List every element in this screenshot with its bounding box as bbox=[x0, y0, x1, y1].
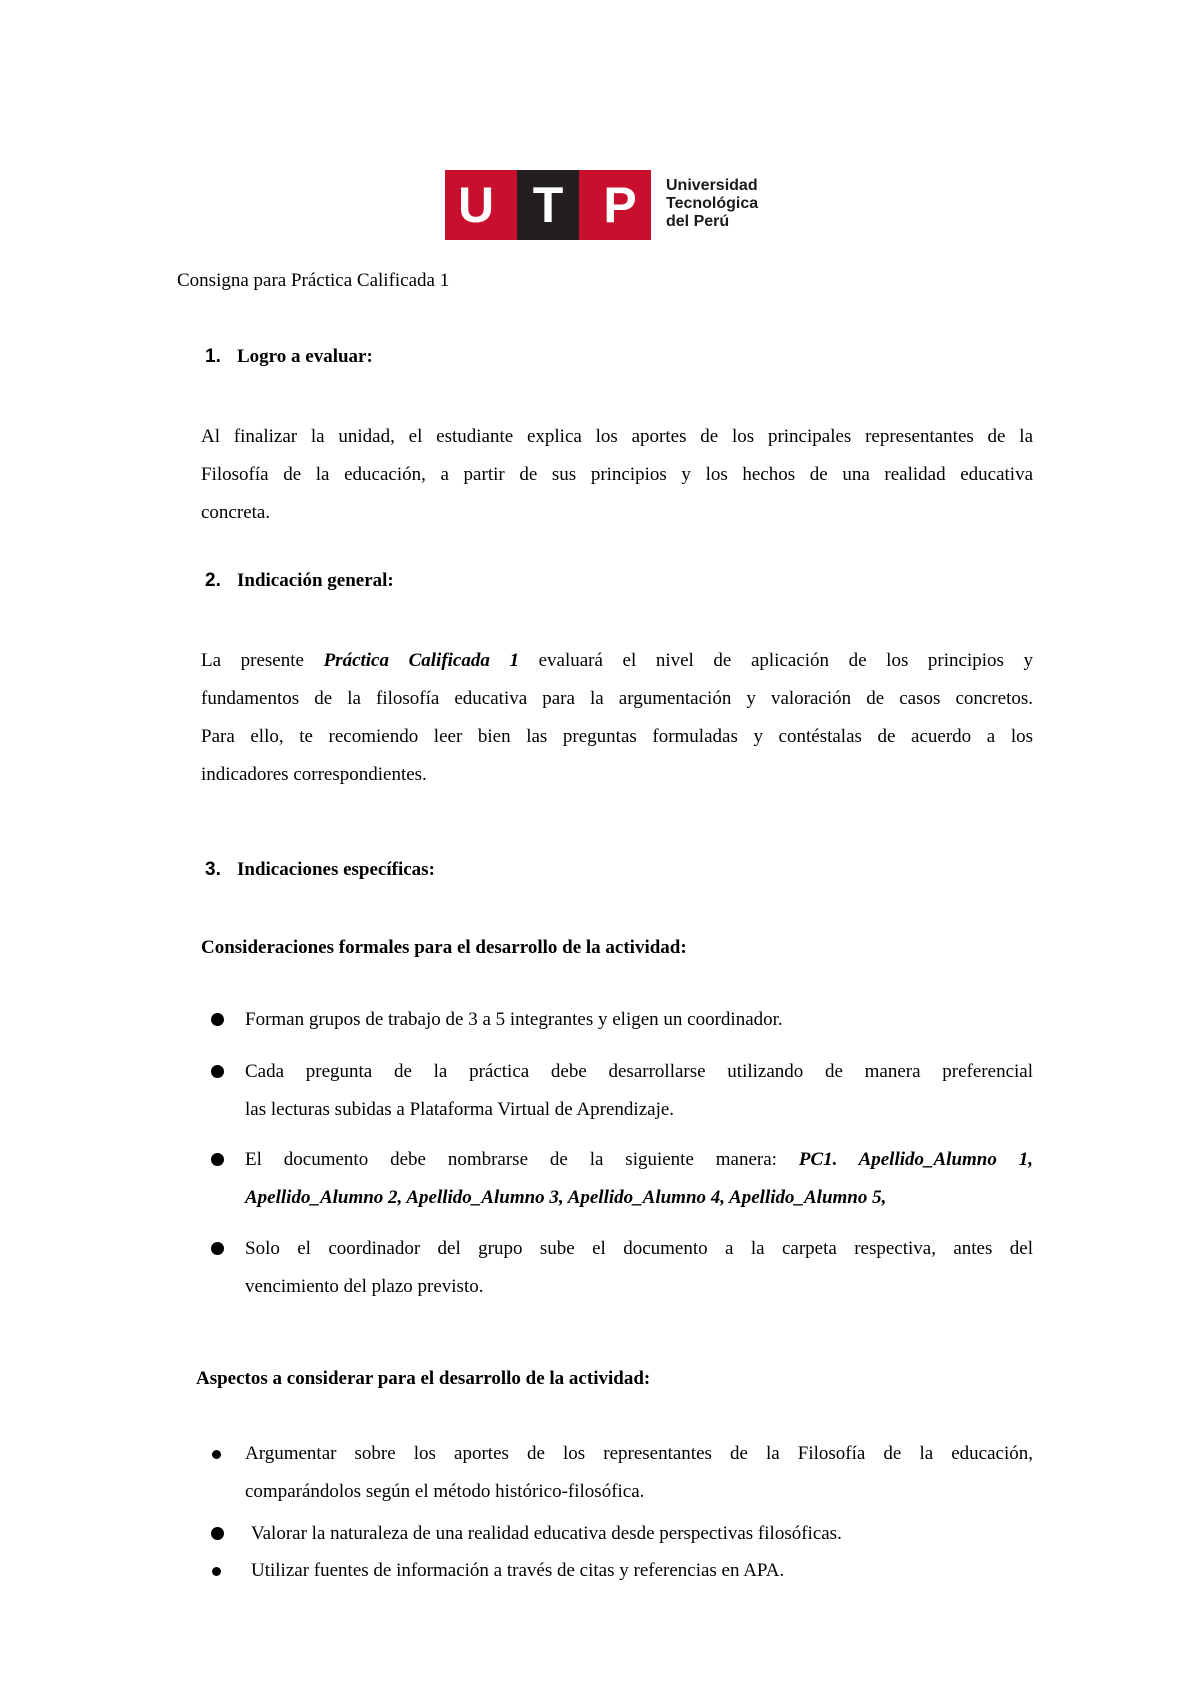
section-3-heading: 3. Indicaciones específicas: bbox=[205, 859, 435, 880]
bullet-icon bbox=[211, 1242, 224, 1255]
file-name-pattern-2: Apellido_Alumno 2, Apellido_Alumno 3, Apellido_Alumno 4, Apellido_Alumno 5, bbox=[245, 1187, 887, 1208]
bullet-icon bbox=[212, 1567, 221, 1576]
logo-letter-t: T bbox=[517, 170, 579, 240]
file-name-pattern-1: PC1. Apellido_Alumno 1, bbox=[798, 1149, 1034, 1170]
logo-letter-u: U bbox=[457, 177, 495, 233]
formal-item-2: Cada pregunta de la práctica debe desarrollarse utilizando de manera preferencial las lecturas subidas a Plataforma Virtual de Aprendizaje. bbox=[245, 1061, 1033, 1120]
aspect-item-3: Utilizar fuentes de información a través de citas y referencias en APA. bbox=[251, 1560, 785, 1581]
formal-item-1: Forman grupos de trabajo de 3 a 5 integrantes y eligen un coordinador. bbox=[245, 1009, 783, 1030]
bullet-icon bbox=[212, 1450, 221, 1459]
aspects-heading: Aspectos a considerar para el desarrollo de la actividad: bbox=[196, 1368, 651, 1389]
section-2-paragraph: La presente Práctica Calificada 1 evaluará el nivel de aplicación de los principios y fundamentos de la filosofía educativa para la argumentación y valoración de casos concretos. Para ello, te recomiendo leer bien las preguntas formuladas y contéstalas de acuerdo a los indicadores correspondientes. bbox=[201, 650, 1034, 785]
bullet-icon bbox=[211, 1013, 224, 1026]
bullet-icon bbox=[211, 1527, 224, 1540]
formal-considerations-heading: Consideraciones formales para el desarrollo de la actividad: bbox=[201, 937, 687, 958]
section-2-heading: 2. Indicación general: bbox=[205, 570, 394, 591]
bullet-icon bbox=[211, 1153, 224, 1166]
aspect-item-2: Valorar la naturaleza de una realidad educativa desde perspectivas filosóficas. bbox=[251, 1523, 842, 1544]
logo-red-block bbox=[445, 170, 651, 240]
document-title: Consigna para Práctica Calificada 1 bbox=[177, 270, 450, 291]
formal-item-4: Solo el coordinador del grupo sube el documento a la carpeta respectiva, antes del vencimiento del plazo previsto. bbox=[245, 1238, 1033, 1297]
logo-university-name: Universidad Tecnológica del Perú bbox=[666, 177, 759, 230]
formal-item-3: El documento debe nombrarse de la siguiente manera: PC1. Apellido_Alumno 1, Apellido_Alumno 2, Apellido_Alumno 3, Apellido_Alumno 4, Apellido_Alumno 5, bbox=[245, 1149, 1034, 1208]
section-1-heading: 1. Logro a evaluar: bbox=[205, 346, 373, 367]
bullet-icon bbox=[211, 1065, 224, 1078]
logo-letter-p: P bbox=[603, 177, 637, 233]
practice-name: Práctica Calificada 1 bbox=[323, 650, 519, 671]
section-1-paragraph: Al finalizar la unidad, el estudiante explica los aportes de los principales representantes de la Filosofía de la educación, a partir de sus principios y los hechos de una realidad educativa concreta. bbox=[201, 426, 1033, 523]
aspect-item-1: Argumentar sobre los aportes de los representantes de la Filosofía de la educación, comparándolos según el método histórico-filosófica. bbox=[245, 1443, 1033, 1502]
